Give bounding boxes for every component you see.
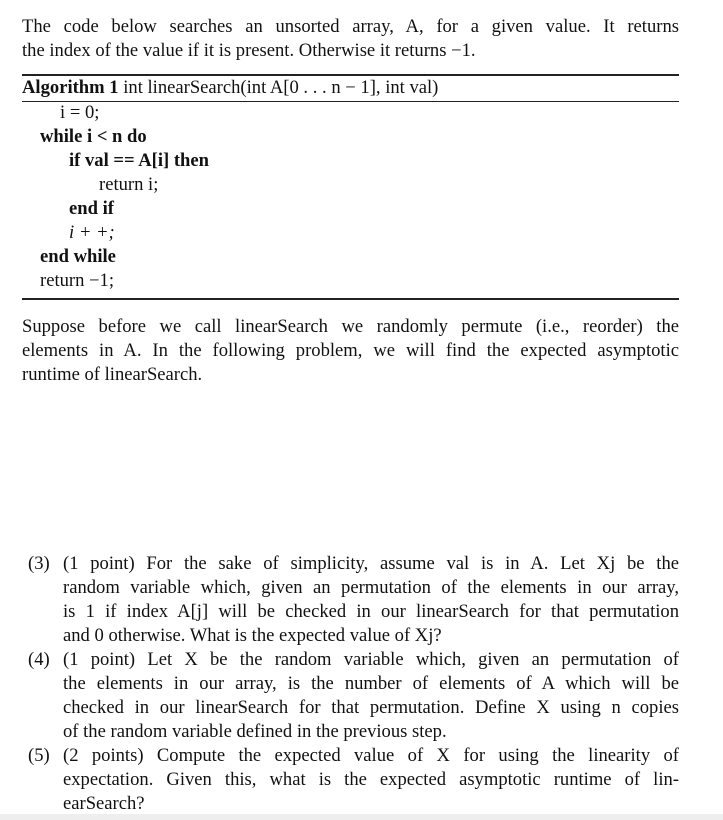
intro-line-1: The code below searches an unsorted array, A, for a given value. It returns <box>22 16 679 37</box>
paragraph-line-2: elements in A. In the following problem, we will find the expected asymptotic <box>22 340 679 361</box>
algo-line-end-if: end if <box>69 198 114 219</box>
intro-line-2: the index of the value if it is present. Otherwise it returns −1. <box>22 40 476 61</box>
algorithm-signature: int linearSearch(int A[0 . . . n − 1], int val) <box>123 77 439 98</box>
problem-3-line-3: is 1 if index A[j] will be checked in our linearSearch for that permutation <box>63 601 679 622</box>
problem-3-line-2: random variable which, given an permutation of the elements in our array, <box>63 577 679 598</box>
problem-5-line-1: (2 points) Compute the expected value of X for using the linearity of <box>63 745 679 766</box>
paragraph-line-3: runtime of linearSearch. <box>22 364 203 385</box>
algorithm-label: Algorithm 1 <box>22 77 119 98</box>
problem-4-line-2: the elements in our array, is the number of elements of A which will be <box>63 673 679 694</box>
algo-line-init: i = 0; <box>60 102 100 123</box>
problem-5-number: (5) <box>28 745 50 766</box>
algo-line-while: while i < n do <box>40 126 147 147</box>
algorithm-header <box>22 77 438 99</box>
algo-line-return-neg: return −1; <box>40 270 114 291</box>
problem-3-line-4: and 0 otherwise. What is the expected value of Xj? <box>63 625 442 646</box>
algo-line-return-i: return i; <box>99 174 159 195</box>
algo-line-increment: i + +; <box>69 222 115 243</box>
algo-line-if: if val == A[i] then <box>69 150 209 171</box>
problem-4-number: (4) <box>28 649 50 670</box>
problem-4-line-4: of the random variable defined in the previous step. <box>63 721 447 742</box>
problem-4-line-1: (1 point) Let X be the random variable which, given an permutation of <box>63 649 679 670</box>
algorithm-bottom-rule <box>22 298 679 300</box>
problem-4-line-3: checked in our linearSearch for that permutation. Define X using n copies <box>63 697 679 718</box>
problem-5-line-3: earSearch? <box>63 793 145 814</box>
problem-5-line-2: expectation. Given this, what is the expected asymptotic runtime of lin- <box>63 769 679 790</box>
problem-3-number: (3) <box>28 553 50 574</box>
page-bottom-edge <box>0 814 723 820</box>
algorithm-header-rule <box>22 101 679 102</box>
algorithm-top-rule <box>22 74 679 76</box>
problem-3-line-1: (1 point) For the sake of simplicity, assume val is in A. Let Xj be the <box>63 553 679 574</box>
algo-line-end-while: end while <box>40 246 116 267</box>
paragraph-line-1: Suppose before we call linearSearch we randomly permute (i.e., reorder) the <box>22 316 679 337</box>
